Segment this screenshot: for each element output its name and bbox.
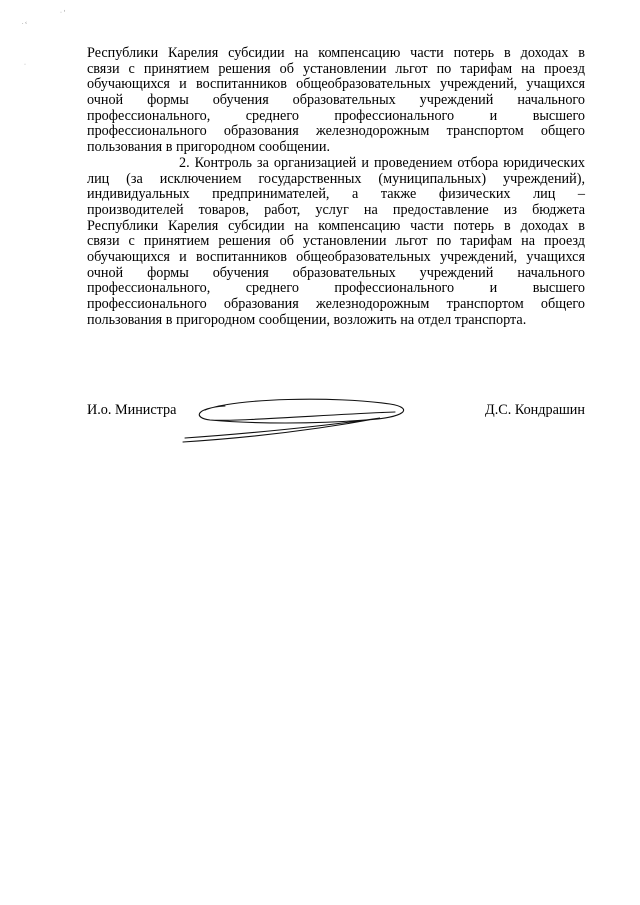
- text-line: обучающихся и воспитанников общеобразовательных учреждений, учащихся: [87, 248, 585, 265]
- text-line: очной формы обучения образовательных учреждений начального: [87, 264, 585, 281]
- text-line: пользования в пригородном сообщении.: [87, 139, 331, 156]
- text-line: очной формы обучения образовательных учреждений начального: [87, 92, 585, 109]
- text-line: профессионального, среднего профессионального и высшего: [87, 107, 585, 124]
- text-line: производителей товаров, работ, услуг на предоставление из бюджета: [87, 201, 585, 218]
- scan-speck: · ‘: [60, 10, 66, 16]
- text-line: пользования в пригородном сообщении, возложить на отдел транспорта.: [87, 311, 527, 328]
- scan-speck: . ‹: [22, 20, 27, 26]
- paragraph-2: [87, 156, 585, 329]
- signatory-name: Д.С. Кондрашин: [485, 402, 585, 418]
- scan-speck: ·: [24, 62, 26, 68]
- paragraph-1-continuation: [87, 46, 585, 156]
- text-line: Республики Карелия субсидии на компенсацию части потерь в доходах в: [87, 45, 585, 61]
- document-body: [87, 46, 585, 328]
- handwritten-signature-icon: [165, 394, 425, 449]
- text-line: обучающихся и воспитанников общеобразовательных учреждений, учащихся: [87, 76, 585, 93]
- text-line: связи с принятием решения об установлении льгот по тарифам на проезд: [87, 60, 585, 77]
- text-line: лиц (за исключением государственных (муниципальных) учреждений),: [87, 170, 585, 187]
- text-line: профессионального образования железнодорожным транспортом общего: [87, 296, 585, 312]
- text-line: профессионального образования железнодорожным транспортом общего: [87, 123, 585, 140]
- signature-block: [87, 400, 585, 450]
- text-line: Республики Карелия субсидии на компенсацию части потерь в доходах в: [87, 217, 585, 234]
- text-line: индивидуальных предпринимателей, а также физических лиц –: [87, 186, 585, 203]
- text-line: профессионального, среднего профессионального и высшего: [87, 280, 585, 297]
- signatory-title: И.о. Министра: [87, 402, 177, 418]
- text-line: 2. Контроль за организацией и проведением отбора юридических: [179, 154, 585, 171]
- text-line: связи с принятием решения об установлении льгот по тарифам на проезд: [87, 233, 585, 250]
